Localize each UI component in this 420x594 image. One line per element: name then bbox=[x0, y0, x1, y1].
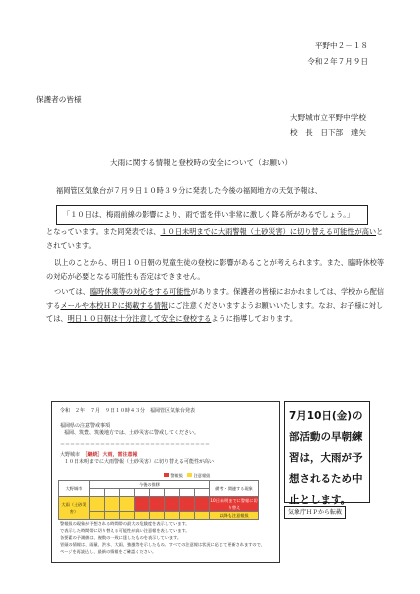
info-source-emphasis: メールや本校ＨＰに掲載する情報 bbox=[60, 300, 169, 310]
timeline-cell bbox=[180, 497, 195, 512]
figure-area-text: 福岡、筑豊、筑後地方では、土砂災害に警戒してください。 bbox=[64, 430, 200, 436]
warning-timeline-table bbox=[58, 480, 259, 520]
legend bbox=[164, 472, 210, 479]
timeline-cell bbox=[135, 512, 150, 520]
legend-warning-label: 警報級 bbox=[170, 473, 183, 478]
timeline-slot bbox=[90, 489, 105, 497]
document-number: 平野中２－１８ bbox=[314, 41, 368, 50]
table-header-remarks: 備考・関連する現象 bbox=[210, 481, 259, 497]
timeline-cell bbox=[150, 512, 165, 520]
forecast-quote: 「１０日は、梅雨前線の影響により、雨で雷を伴い非常に激しく降る所があるでしょう。」 bbox=[63, 210, 355, 219]
timeline-slot bbox=[150, 489, 165, 497]
row-label: 大雨（土砂災害） bbox=[59, 497, 90, 520]
figure-footnote: 冒頭の情報は、雨量、洪水、大雨、強風等を示したもの。すべての注意報は状況に応じて更新されますので、 bbox=[60, 542, 265, 547]
figure-city-note: １０日未明までに大雨警報（土砂災害）に切り替える可能性が高い bbox=[64, 459, 215, 465]
row-remark-advisory: 以降も注意報級 bbox=[210, 512, 259, 520]
weather-advisory-figure bbox=[51, 401, 280, 563]
figure-issued: 令和 ２年 ７月 ９日１０時４３分 福岡管区気象台発表 bbox=[60, 408, 196, 414]
paragraph-warning-possibility bbox=[46, 225, 386, 252]
paragraph-text: とされています。 bbox=[46, 227, 384, 250]
timeline-slot bbox=[165, 489, 180, 497]
club-cancellation-notice bbox=[284, 401, 370, 506]
figure-footnote: 警報級の現象が予想される時間帯の最大の危険度を表示しています。 bbox=[60, 521, 190, 526]
timeline-cell bbox=[135, 497, 150, 512]
timeline-cell bbox=[195, 497, 210, 512]
table-header-timeline: 今後の推移 bbox=[90, 481, 210, 489]
paragraph-text: ように指導しております。 bbox=[211, 314, 298, 324]
figure-footnote: で表示した時間帯に切り替える可能性が高い注意報を表しています。 bbox=[60, 528, 190, 533]
source-credit: 気象庁ＨＰから転載 bbox=[284, 506, 346, 519]
school-name: 大野城市立平野中学校 bbox=[290, 113, 366, 122]
figure-city-warning: ［継続］大雨，雷注意報 bbox=[85, 452, 138, 458]
figure-footnote: 各要素の予測値は、複数の一致に達したものを表示しています。 bbox=[60, 535, 182, 540]
figure-area-title: 福岡県の注意警戒事項 bbox=[60, 423, 111, 429]
timeline-cell bbox=[165, 497, 180, 512]
paragraph-text: ついては、 bbox=[54, 287, 90, 296]
legend-warning-swatch bbox=[164, 473, 169, 477]
safety-emphasis: 明日１０日朝は十分注意して安全に登校する bbox=[67, 314, 212, 324]
timeline-slot bbox=[195, 489, 210, 497]
timeline-slot bbox=[105, 489, 120, 497]
document-date: 令和２年７月９日 bbox=[307, 57, 368, 66]
timeline-cell bbox=[105, 497, 120, 512]
timeline-cell bbox=[105, 512, 120, 520]
club-cancellation-text: 7月10日(金)の部活動の早朝練習は，大雨が予想されるため中止とします。 bbox=[289, 410, 363, 506]
closure-emphasis: 臨時休業等の対応をする可能性 bbox=[89, 287, 191, 296]
figure-city-name: 大野城市 bbox=[60, 452, 81, 458]
paragraph-impact bbox=[46, 256, 386, 283]
timeline-slot bbox=[135, 489, 150, 497]
timeline-cell bbox=[120, 497, 135, 512]
paragraph-text: 以上のことから、明日１０日朝の児童生徒の登校に影響があることが考えられます。また、臨時休校等の対応が必要となる可能性も否定はできません。 bbox=[46, 258, 385, 281]
legend-advisory-swatch bbox=[187, 473, 192, 477]
legend-advisory-label: 注意報級 bbox=[193, 473, 211, 478]
table-header-city: 大野城市 bbox=[59, 481, 90, 497]
recipient: 保護者の皆様 bbox=[36, 95, 82, 104]
warning-emphasis: １０日未明までに大雨警報（土砂災害）に切り替える可能性が高い bbox=[160, 227, 377, 236]
figure-separator: ＝＝＝＝＝＝＝＝＝＝＝＝＝＝＝＝＝＝＝＝＝＝＝＝＝＝＝＝＝＝ bbox=[60, 442, 211, 448]
timeline-cell bbox=[90, 497, 105, 512]
timeline-cell bbox=[150, 497, 165, 512]
paragraph-text: にご注意くださいますようお願いいたします。なお、お子様に対しては、 bbox=[46, 300, 384, 324]
timeline-cell bbox=[195, 512, 210, 520]
timeline-cell bbox=[165, 512, 180, 520]
row-remark-warning: 10日未明までに警報に切り替え bbox=[210, 498, 258, 510]
paragraph-forecast-intro: 福岡管区気象台が７月９日１０時３９分に発表した今後の福岡地方の天気予報は、 bbox=[56, 186, 322, 195]
timeline-slot bbox=[180, 489, 195, 497]
timeline-cell bbox=[120, 512, 135, 520]
paragraph-text: となっています。また同発表では、 bbox=[46, 227, 161, 236]
figure-footnote: ページを再読込し、最新の情報をご確認ください。 bbox=[60, 549, 157, 554]
timeline-cell bbox=[90, 512, 105, 520]
paragraph-request bbox=[46, 285, 386, 326]
document-title: 大雨に関する情報と登校時の安全について（お願い） bbox=[110, 158, 293, 167]
timeline-slot bbox=[120, 489, 135, 497]
timeline-cell bbox=[180, 512, 195, 520]
figure-city bbox=[60, 452, 138, 459]
forecast-quote-box bbox=[56, 205, 368, 225]
principal-name: 校 長 日下部 達矢 bbox=[290, 128, 366, 137]
paragraph-text: があります。保護者の皆様におかれましては、学校から配信する bbox=[46, 287, 385, 310]
